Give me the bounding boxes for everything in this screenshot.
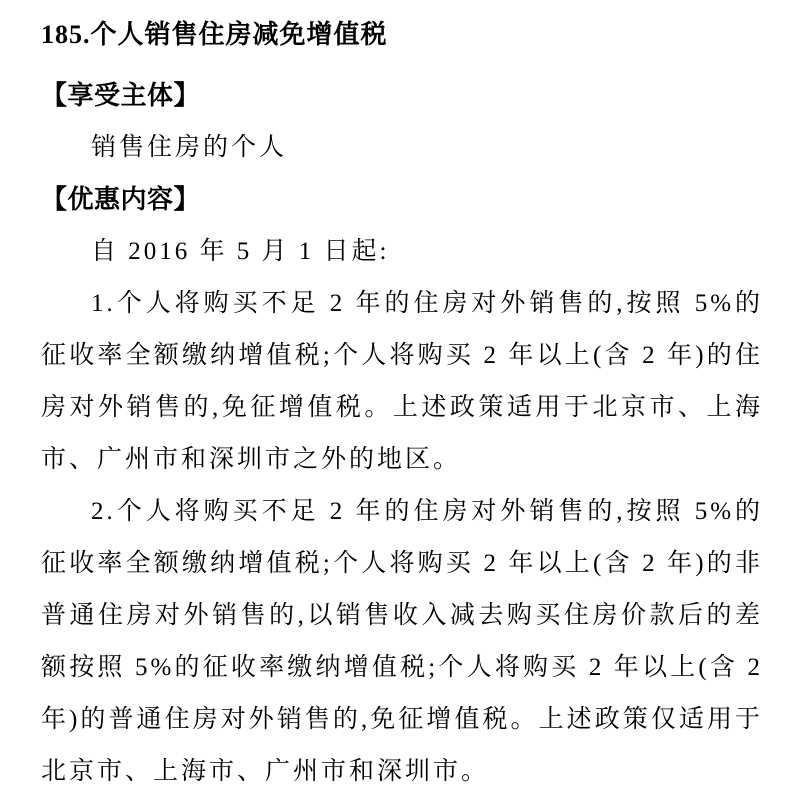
section-heading-policy-content: 【优惠内容】 — [41, 185, 201, 214]
paragraph-beneficiary: 销售住房的个人 — [91, 134, 288, 161]
paragraph-policy-item-2: 2.个人将购买不足 2 年的住房对外销售的,按照 5%的征收率全额缴纳增值税;个人将购买 2 年以上(含 2 年)的非普通住房对外销售的,以销售收入减去购买住房价款后的差额按照 5%的征收率缴纳增值税;个人将购买 2 年以上(含 2 年)的普通住房对外销售的,免征增值税。上述政策仅适用于北京市、上海市、广州市和深圳市。 — [41, 498, 763, 785]
document-title: 185.个人销售住房减免增值税 — [41, 20, 388, 49]
paragraph-policy-item-1: 1.个人将购买不足 2 年的住房对外销售的,按照 5%的征收率全额缴纳增值税;个人将购买 2 年以上(含 2 年)的住房对外销售的,免征增值税。上述政策适用于北京市、上海市、广州市和深圳市之外的地区。 — [41, 290, 763, 473]
section-heading-beneficiary: 【享受主体】 — [41, 81, 201, 110]
paragraph-effective-date: 自 2016 年 5 月 1 日起: — [91, 238, 390, 265]
